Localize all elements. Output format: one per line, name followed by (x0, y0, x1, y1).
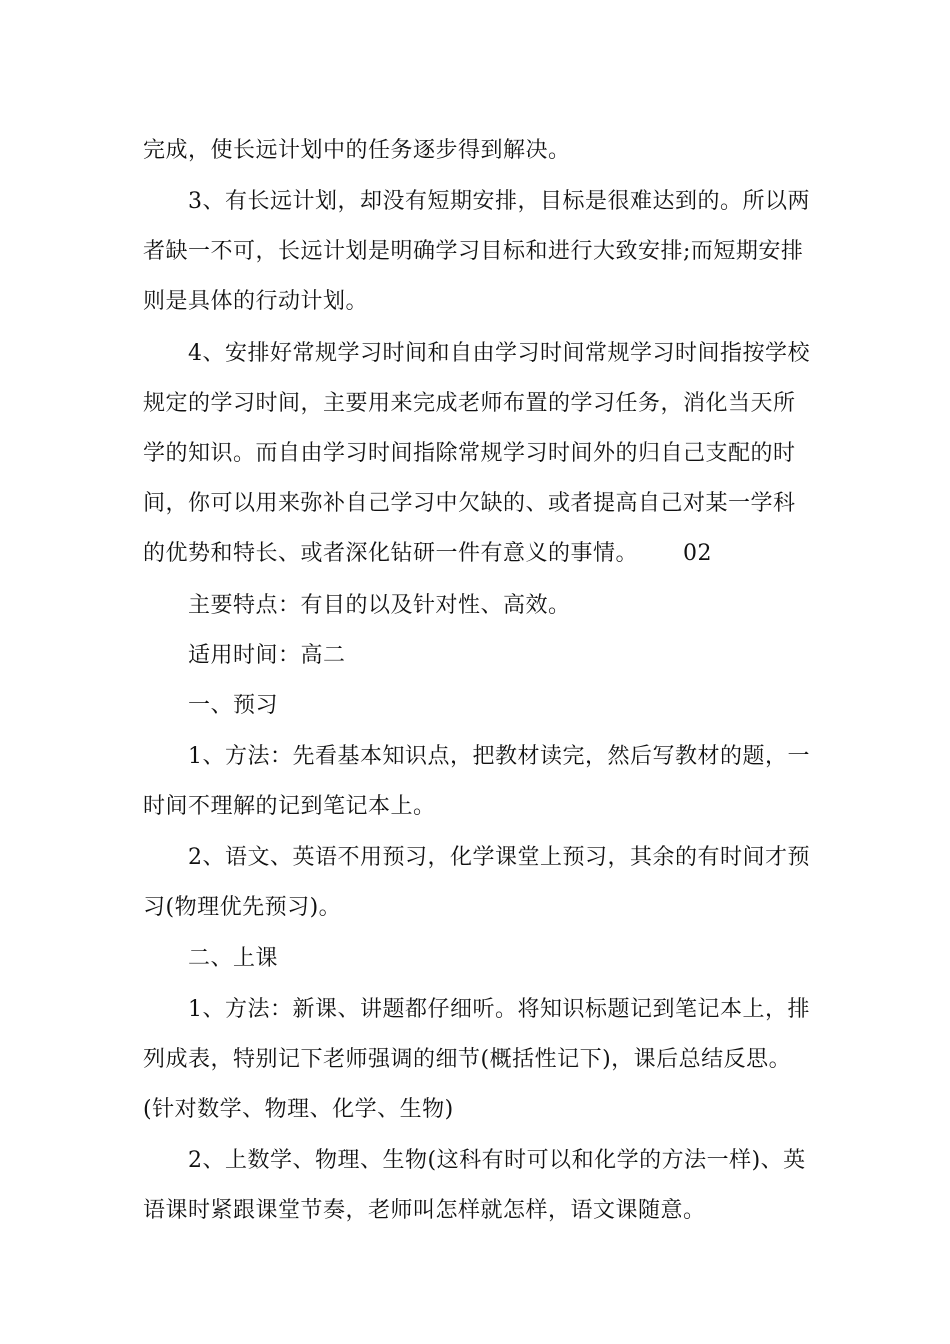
text-line: 1、方法：新课、讲题都仔细听。将知识标题记到笔记本上，排 (188, 997, 810, 1022)
text-line: 完成，使长远计划中的任务逐步得到解决。 (143, 138, 571, 163)
text-line: 主要特点：有目的以及针对性、高效。 (188, 593, 571, 618)
text-line: 则是具体的行动计划。 (143, 289, 369, 314)
text-line: 规定的学习时间，主要用来完成老师布置的学习任务，消化当天所 (143, 391, 796, 416)
text-line: 间，你可以用来弥补自己学习中欠缺的、或者提高自己对某一学科 (143, 491, 796, 516)
text-line: 2、上数学、物理、生物(这科有时可以和化学的方法一样)、英 (188, 1148, 806, 1173)
text-line: 者缺一不可，长远计划是明确学习目标和进行大致安排;而短期安排 (143, 239, 804, 264)
text-line: 3、有长远计划，却没有短期安排，目标是很难达到的。所以两 (188, 189, 810, 214)
text-line: 列成表，特别记下老师强调的细节(概括性记下)，课后总结反思。 (143, 1047, 792, 1072)
text-line: 习(物理优先预习)。 (143, 895, 342, 920)
text-line: 的优势和特长、或者深化钻研一件有意义的事情。 02 (143, 541, 712, 566)
section-heading: 二、上课 (188, 946, 279, 971)
text-line: 语课时紧跟课堂节奏，老师叫怎样就怎样，语文课随意。 (143, 1198, 706, 1223)
section-heading: 一、预习 (188, 693, 279, 718)
text-line: 4、安排好常规学习时间和自由学习时间常规学习时间指按学校 (188, 341, 810, 366)
text-line: 1、方法：先看基本知识点，把教材读完，然后写教材的题，一 (188, 744, 810, 769)
text-line: 适用时间：高二 (188, 643, 346, 668)
text-line: 学的知识。而自由学习时间指除常规学习时间外的归自己支配的时 (143, 441, 796, 466)
text-line: 时间不理解的记到笔记本上。 (143, 794, 436, 819)
text-line: 2、语文、英语不用预习，化学课堂上预习，其余的有时间才预 (188, 845, 810, 870)
text-line: (针对数学、物理、化学、生物) (143, 1097, 454, 1122)
